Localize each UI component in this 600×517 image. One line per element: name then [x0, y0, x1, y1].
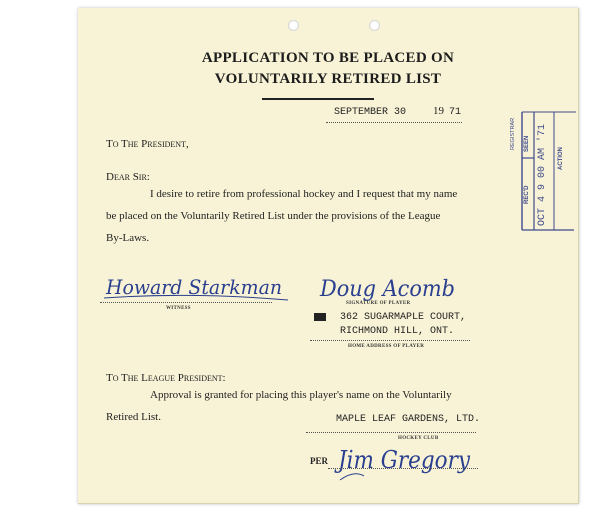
stamp-seen-label: SEEN — [524, 135, 530, 152]
player-signature-caption: SIGNATURE OF PLAYER — [346, 301, 411, 306]
witness-line — [100, 302, 272, 303]
redaction-mark — [314, 313, 326, 321]
application-document — [78, 8, 579, 504]
date-month-day: SEPTEMBER 30 — [334, 107, 407, 118]
witness-caption: WITNESS — [166, 306, 191, 311]
player-signature-text: Doug Acomb — [319, 277, 455, 302]
per-line — [328, 468, 478, 469]
club-line — [306, 432, 476, 433]
stamp-recd-label: REC'D — [524, 185, 530, 204]
date-line — [326, 122, 462, 123]
address-caption: HOME ADDRESS OF PLAYER — [348, 344, 425, 349]
body-line-1: I desire to retire from professional hockey and I request that my name — [150, 188, 458, 200]
per-signature-text: Jim Gregory — [333, 446, 471, 474]
stamp-registrar-label: REGISTRAR — [510, 117, 516, 150]
date-year-suffix: 71 — [449, 107, 462, 118]
punch-hole-right — [369, 20, 380, 31]
approval-line-1: Approval is granted for placing this player's name on the Voluntarily — [150, 389, 452, 401]
address-line — [310, 340, 470, 341]
witness-signature — [102, 270, 292, 304]
addressee: To The President, — [106, 138, 189, 150]
date-year-prefix: 19 — [433, 105, 444, 117]
body-line-3: By-Laws. — [106, 232, 150, 244]
punch-hole-left — [288, 20, 299, 31]
witness-signature-text: Howard Starkman — [105, 275, 282, 299]
document-title-line-1: APPLICATION TO BE PLACED ON — [201, 50, 455, 66]
per-label: PER — [310, 456, 328, 466]
address-line-2: RICHMOND HILL, ONT. — [340, 326, 455, 337]
club-name: MAPLE LEAF GARDENS, LTD. — [336, 414, 481, 425]
salutation: Dear Sir: — [106, 171, 150, 183]
club-caption: HOCKEY CLUB — [398, 436, 439, 441]
registrar-stamp — [510, 106, 576, 234]
stamp-date-received: OCT 4 9 00 AM '71 — [537, 123, 548, 226]
body-line-2: be placed on the Voluntarily Retired List under the provisions of the League — [106, 210, 441, 222]
approval-line-2: Retired List. — [106, 411, 161, 423]
document-title-line-2: VOLUNTARILY RETIRED LIST — [214, 71, 442, 87]
address-line-1: 362 SUGARMAPLE COURT, — [340, 312, 467, 323]
title-underline — [262, 98, 374, 100]
per-signature — [334, 440, 484, 484]
stamp-action-label: ACTION — [558, 147, 564, 170]
league-addressee: To The League President: — [106, 372, 226, 384]
